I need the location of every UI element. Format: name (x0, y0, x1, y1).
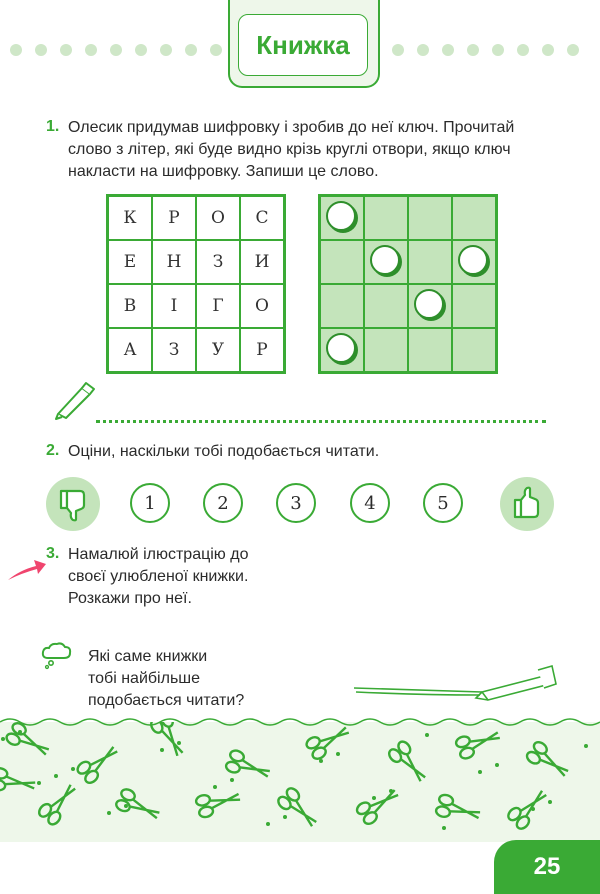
rating-circle-2[interactable]: 2 (203, 483, 243, 523)
scissors-icon (435, 793, 482, 825)
cipher-cell: У (196, 328, 240, 372)
key-cell (320, 240, 364, 284)
scissors-icon (355, 784, 403, 827)
task1-line: Олесик придумав шифровку і зробив до неї ключ. Прочитай (68, 119, 515, 136)
question-text (88, 646, 244, 712)
key-cell (364, 196, 408, 240)
thought-cloud-icon (40, 640, 74, 670)
scissors-icon (0, 767, 37, 796)
question-line: подобається читати? (88, 692, 245, 709)
cipher-cell: Г (196, 284, 240, 328)
arrow-icon (4, 556, 48, 584)
thumbs-up-icon (500, 477, 554, 531)
cipher-cell: І (152, 284, 196, 328)
task1-text (68, 117, 568, 183)
question-line: Які саме книжки (88, 648, 208, 665)
cipher-cell: И (240, 240, 284, 284)
cipher-cell: А (108, 328, 152, 372)
key-hole (452, 240, 496, 284)
cipher-cell: В (108, 284, 152, 328)
pen-icon (52, 380, 96, 420)
task3-text (68, 544, 248, 610)
cipher-cell: К (108, 196, 152, 240)
task3-line: Розкажи про неї. (68, 590, 192, 607)
page-number: 25 (494, 840, 600, 894)
key-cell (364, 328, 408, 372)
task2-number: 2. (46, 442, 60, 459)
pattern-edge (0, 716, 600, 728)
thumbs-down-button[interactable] (46, 477, 100, 531)
task1-line: накласти на шифровку. Запиши це слово. (68, 163, 379, 180)
scissors-icon (195, 786, 242, 818)
task3-line: Намалюй ілюстрацію до (68, 546, 249, 563)
key-hole (408, 284, 452, 328)
scissors-icon (276, 786, 322, 832)
scissors-icon (525, 740, 573, 783)
cipher-cell: З (196, 240, 240, 284)
header-dots-left (10, 44, 222, 56)
key-hole (320, 196, 364, 240)
cipher-cell: О (240, 284, 284, 328)
cipher-cell: Р (152, 196, 196, 240)
scissors-pattern (0, 722, 600, 842)
cipher-cell: З (152, 328, 196, 372)
key-hole (364, 240, 408, 284)
cipher-cell: С (240, 196, 284, 240)
task1-line: слово з літер, які буде видно крізь круглі отвори, якщо ключ (68, 141, 511, 158)
scissors-icon (37, 780, 81, 827)
cipher-cell: Н (152, 240, 196, 284)
key-cell (364, 284, 408, 328)
rating-circle-5[interactable]: 5 (423, 483, 463, 523)
key-cell (452, 284, 496, 328)
answer-line[interactable] (96, 420, 546, 423)
cipher-cell: Р (240, 328, 284, 372)
key-cell (452, 196, 496, 240)
task3-line: своєї улюбленої книжки. (68, 568, 249, 585)
rating-circle-3[interactable]: 3 (276, 483, 316, 523)
key-hole (320, 328, 364, 372)
header-dots-right (392, 44, 579, 56)
key-cell (408, 240, 452, 284)
key-grid (318, 194, 498, 374)
task3-number: 3. (46, 545, 60, 562)
scissors-icon (75, 741, 122, 785)
scissors-icon (115, 787, 163, 825)
question-line: тобі найбільше (88, 670, 201, 687)
cipher-grid (106, 194, 286, 374)
scissors-icon (387, 739, 431, 786)
task2-text: Оціни, наскільки тобі подобається читати. (68, 443, 380, 460)
key-cell (408, 328, 452, 372)
scissors-icon (506, 785, 552, 831)
pencil-icon (352, 662, 562, 710)
rating-circle-1[interactable]: 1 (130, 483, 170, 523)
page-title: Книжка (238, 14, 368, 76)
cipher-cell: О (196, 196, 240, 240)
key-cell (408, 196, 452, 240)
cipher-cell: Е (108, 240, 152, 284)
thumbs-up-button[interactable] (500, 477, 554, 531)
scissors-icon (455, 725, 503, 760)
rating-circle-4[interactable]: 4 (350, 483, 390, 523)
task1-number: 1. (46, 118, 60, 135)
key-cell (452, 328, 496, 372)
key-cell (320, 284, 364, 328)
thumbs-down-icon (46, 477, 100, 531)
